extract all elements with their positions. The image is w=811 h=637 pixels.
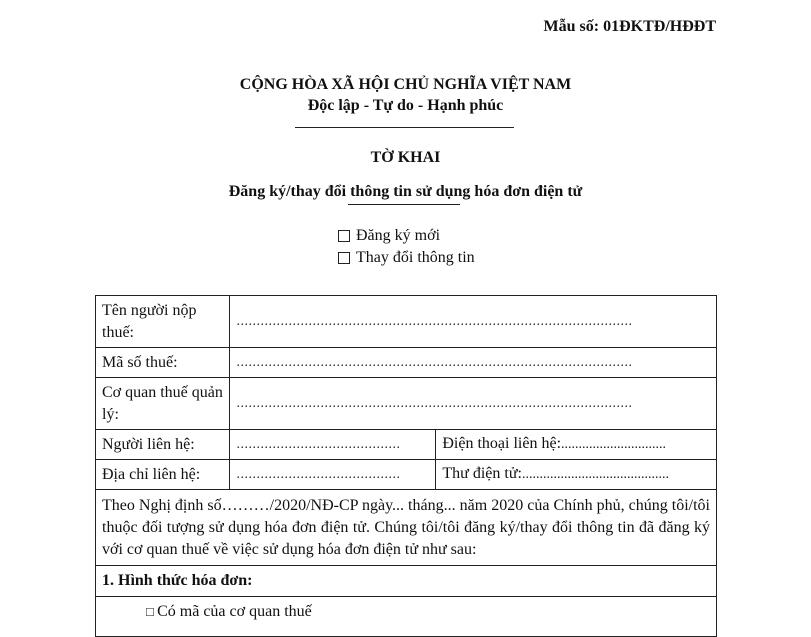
- option-change-info[interactable]: [338, 249, 475, 267]
- tax-authority-label: Cơ quan thuế quản lý:: [96, 378, 230, 430]
- email-field[interactable]: [436, 460, 717, 490]
- phone-field[interactable]: [436, 430, 717, 460]
- taxpayer-name-field[interactable]: [230, 296, 717, 348]
- contact-address-value[interactable]: .........................................: [236, 466, 401, 482]
- taxpayer-name-label: Tên người nộp thuế:: [96, 296, 230, 348]
- contact-person-value[interactable]: .........................................: [236, 436, 401, 452]
- document-title: TỜ KHAI: [370, 149, 441, 166]
- contact-person-field[interactable]: [230, 430, 436, 460]
- tax-code-value[interactable]: ...................................................................................................: [236, 354, 633, 370]
- contact-person-label: Người liên hệ:: [96, 430, 230, 460]
- nation-name: CỘNG HÒA XÃ HỘI CHỦ NGHĨA VIỆT NAM: [239, 76, 572, 93]
- contact-address-field[interactable]: [230, 460, 436, 490]
- option-register-new[interactable]: [338, 227, 440, 245]
- option-change-info-label: Thay đổi thông tin: [356, 249, 475, 266]
- tax-authority-field[interactable]: [230, 378, 717, 430]
- checkbox-icon[interactable]: □: [146, 604, 158, 619]
- tax-authority-value[interactable]: ...................................................................................................: [236, 395, 633, 411]
- checkbox-icon[interactable]: [338, 230, 350, 242]
- contact-address-label: Địa chỉ liên hệ:: [96, 460, 230, 490]
- checkbox-icon[interactable]: [338, 252, 350, 264]
- tax-code-field[interactable]: [230, 348, 717, 378]
- email-label: Thư điện tử:: [442, 465, 522, 482]
- form-number: Mẫu số: 01ĐKTĐ/HĐĐT: [543, 18, 716, 35]
- subtitle-underline: [348, 204, 460, 205]
- phone-value[interactable]: ..............................: [561, 437, 667, 452]
- phone-label: Điện thoại liên hệ:: [442, 435, 562, 452]
- section1-option1-label: Có mã của cơ quan thuế: [157, 603, 312, 620]
- motto-underline: [295, 127, 514, 128]
- taxpayer-name-value[interactable]: ...................................................................................................: [236, 313, 633, 329]
- option-register-new-label: Đăng ký mới: [356, 227, 441, 244]
- tax-code-label: Mã số thuế:: [96, 348, 230, 378]
- document-subtitle: Đăng ký/thay đổi thông tin sử dụng hóa đơn điện tử: [228, 183, 583, 200]
- intro-paragraph: Theo Nghị định số………/2020/NĐ-CP ngày... tháng... năm 2020 của Chính phủ, chúng tôi/tôi thuộc đối tượng sử dụng hóa đơn điện tử. Chúng tôi/tôi đăng ký/thay đổi thông tin đã đăng ký với cơ quan thuế về việc sử dụng hóa đơn điện tử như sau:: [96, 490, 717, 566]
- section1-option-with-code[interactable]: [96, 597, 717, 637]
- national-motto: Độc lập - Tự do - Hạnh phúc: [307, 97, 504, 114]
- section1-title: 1. Hình thức hóa đơn:: [96, 566, 717, 597]
- email-value[interactable]: ..........................................: [521, 467, 669, 482]
- registration-form-table: [95, 295, 717, 637]
